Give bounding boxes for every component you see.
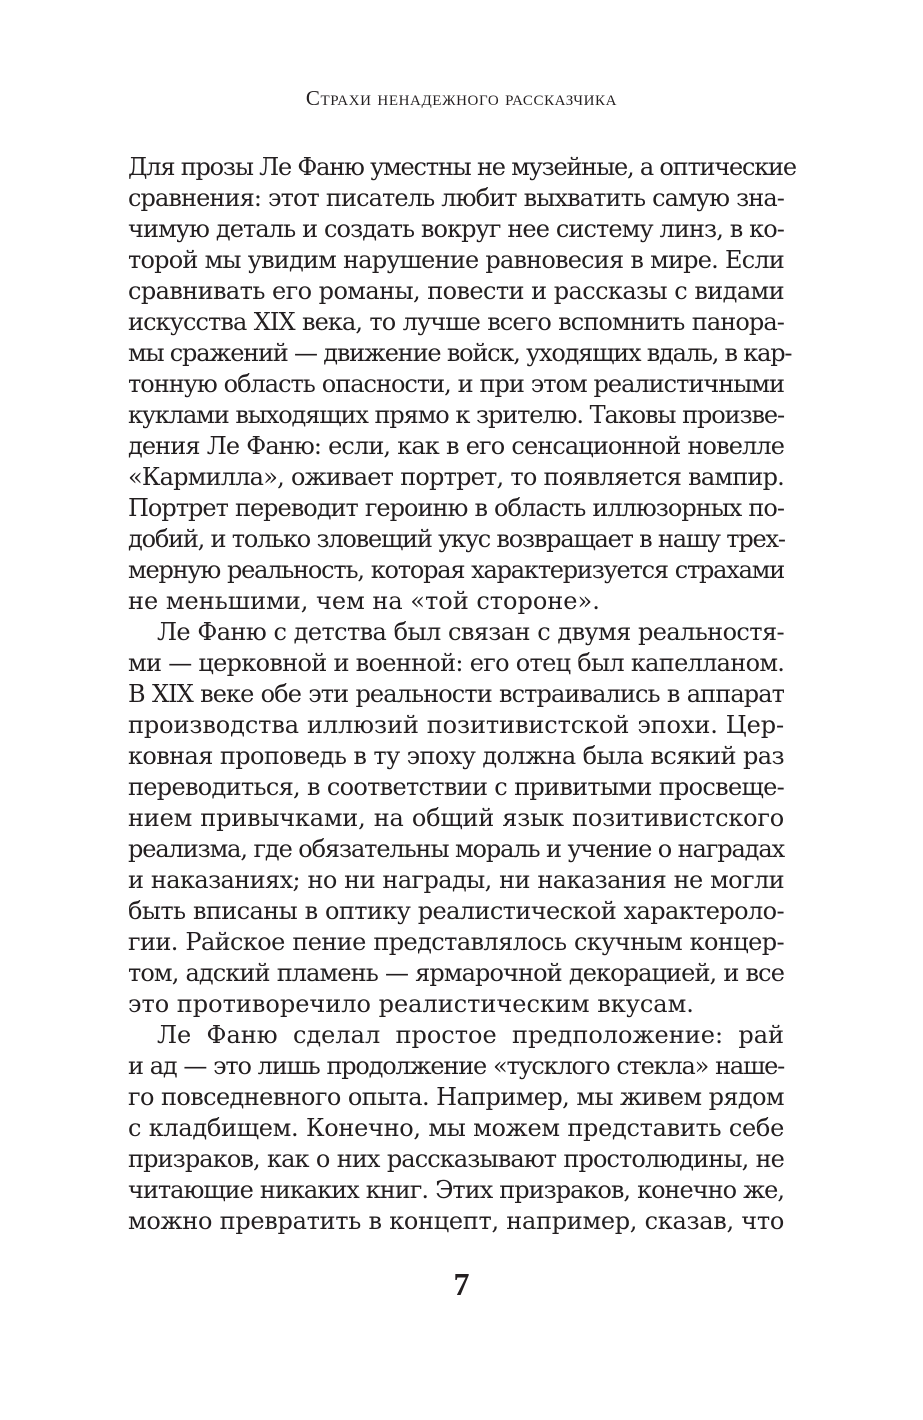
text-line: сравнения: этот писатель любит выхватить самую зна-	[128, 184, 784, 212]
text-line: сравнивать его романы, повести и рассказы с видами	[128, 277, 784, 305]
text-line: дения Ле Фаню: если, как в его сенсационной новелле	[128, 432, 784, 460]
text-line: мерную реальность, которая характеризуется страхами	[128, 556, 784, 584]
text-line: В XIX веке обе эти реальности встраивались в аппарат	[128, 680, 784, 708]
text-line: переводиться, в соответствии с привитыми просвеще-	[128, 773, 784, 801]
text-line: торой мы увидим нарушение равновесия в мире. Если	[128, 246, 784, 274]
text-line: ковная проповедь в ту эпоху должна была всякий раз	[128, 742, 784, 770]
text-line: чимую деталь и создать вокруг нее систему линз, в ко-	[128, 215, 784, 243]
text-line: и наказаниях; но ни награды, ни наказания не могли	[128, 866, 784, 894]
text-line: производства иллюзий позитивистской эпохи. Цер-	[128, 711, 784, 739]
text-line: мы сражений — движение войск, уходящих вдаль, в кар-	[128, 339, 792, 367]
text-line: Для прозы Ле Фаню уместны не музейные, а оптические	[128, 153, 796, 181]
text-line: куклами выходящих прямо к зрителю. Таковы произве-	[128, 401, 784, 429]
text-line: ми — церковной и военной: его отец был капелланом.	[128, 649, 785, 677]
text-line: искусства XIX века, то лучше всего вспомнить панора-	[128, 308, 784, 336]
text-line: добий, и только зловещий укус возвращает в нашу трех-	[128, 525, 785, 553]
text-line: читающие никаких книг. Этих призраков, конечно же,	[128, 1176, 784, 1204]
text-line: нием привычками, на общий язык позитивистского	[128, 804, 784, 832]
text-line: это противоречило реалистическим вкусам.	[128, 990, 694, 1018]
body-text	[128, 152, 796, 1237]
text-line: го повседневного опыта. Например, мы живем рядом	[128, 1083, 784, 1111]
text-line: Ле Фаню с детства был связан с двумя реальностя-	[157, 618, 784, 646]
text-line: призраков, как о них рассказывают простолюдины, не	[128, 1145, 784, 1173]
running-head: Страхи ненадежного рассказчика	[305, 86, 618, 110]
text-line: реализма, где обязательны мораль и учение о наградах	[128, 835, 785, 863]
text-line: не меньшими, чем на «той стороне».	[128, 587, 600, 615]
text-line: тонную область опасности, и при этом реалистичными	[128, 370, 784, 398]
page-number: 7	[453, 1266, 470, 1302]
text-line: можно превратить в концепт, например, сказав, что	[128, 1207, 784, 1235]
text-line: «Кармилла», оживает портрет, то появляется вампир.	[128, 463, 784, 491]
text-line: быть вписаны в оптику реалистической характероло-	[128, 897, 784, 925]
text-line: Портрет переводит героиню в область иллюзорных по-	[128, 494, 784, 522]
text-line: с кладбищем. Конечно, мы можем представить себе	[128, 1114, 784, 1142]
text-line: Ле Фаню сделал простое предположение: рай	[157, 1021, 784, 1049]
text-line: гии. Райское пение представлялось скучным концер-	[128, 928, 784, 956]
text-line: и ад — это лишь продолжение «тусклого стекла» наше-	[128, 1052, 784, 1080]
text-line: том, адский пламень — ярмарочной декорацией, и все	[128, 959, 784, 987]
